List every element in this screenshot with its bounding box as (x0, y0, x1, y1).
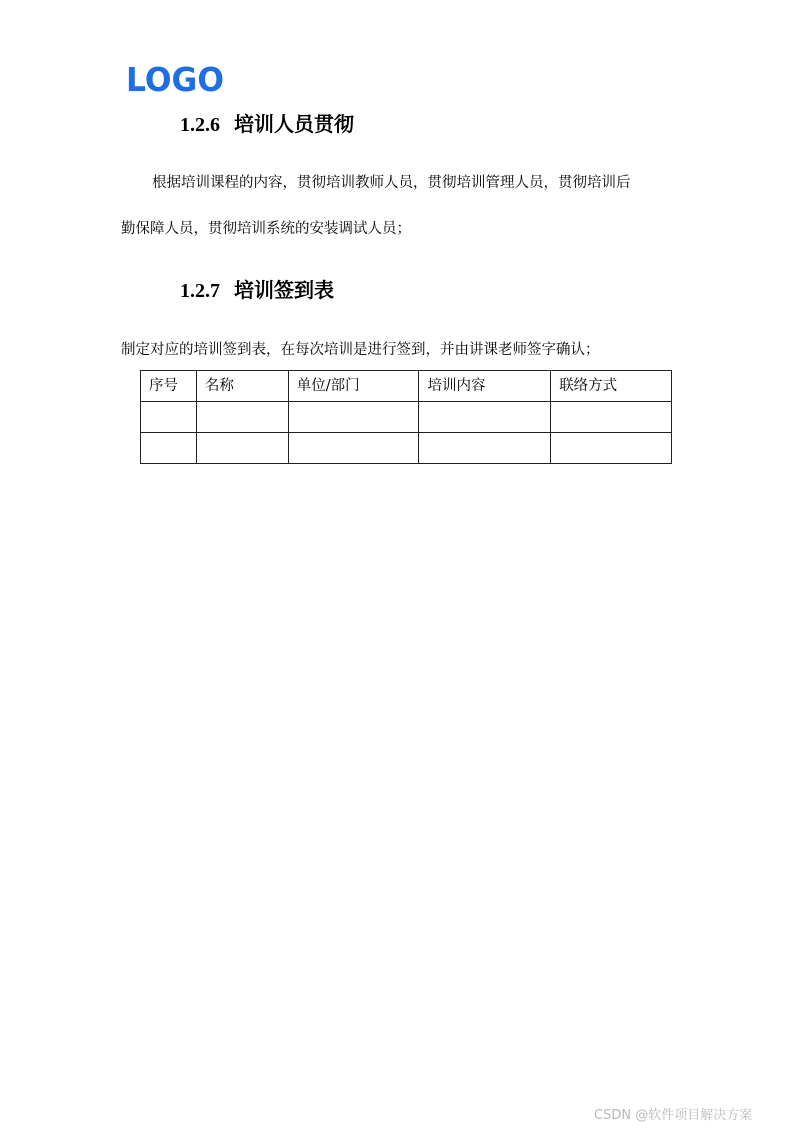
table-cell (288, 402, 419, 433)
table-row (141, 402, 672, 433)
section-number: 1.2.7 (180, 280, 220, 302)
section-title: 培训人员贯彻 (234, 112, 354, 136)
table-cell (551, 402, 672, 433)
table-header-row (141, 371, 672, 402)
paragraph-line: 勤保障人员，贯彻培训系统的安装调试人员； (121, 221, 411, 237)
table-cell (551, 433, 672, 464)
column-header: 序号 (141, 371, 197, 402)
table-row (141, 433, 672, 464)
section-title: 培训签到表 (234, 278, 334, 302)
watermark: CSDN @软件项目解决方案 (594, 1108, 753, 1123)
column-header: 单位/部门 (288, 371, 419, 402)
paragraph-line: 根据培训课程的内容，贯彻培训教师人员，贯彻培训管理人员，贯彻培训后 (152, 175, 631, 191)
paragraph: 制定对应的培训签到表，在每次培训是进行签到，并由讲课老师签字确认； (121, 342, 600, 358)
column-header: 联络方式 (551, 371, 672, 402)
section-heading-1-2-7 (180, 278, 334, 303)
table-cell (141, 433, 197, 464)
logo-text: LOGO (126, 62, 224, 94)
column-header: 培训内容 (419, 371, 551, 402)
section-heading-1-2-6 (180, 112, 354, 137)
section-number: 1.2.6 (180, 114, 220, 136)
table-cell (419, 433, 551, 464)
table-cell (196, 402, 288, 433)
table-cell (141, 402, 197, 433)
column-header: 名称 (196, 371, 288, 402)
logo (126, 62, 224, 94)
table-cell (288, 433, 419, 464)
table-cell (419, 402, 551, 433)
sign-in-table (140, 370, 672, 464)
table-cell (196, 433, 288, 464)
